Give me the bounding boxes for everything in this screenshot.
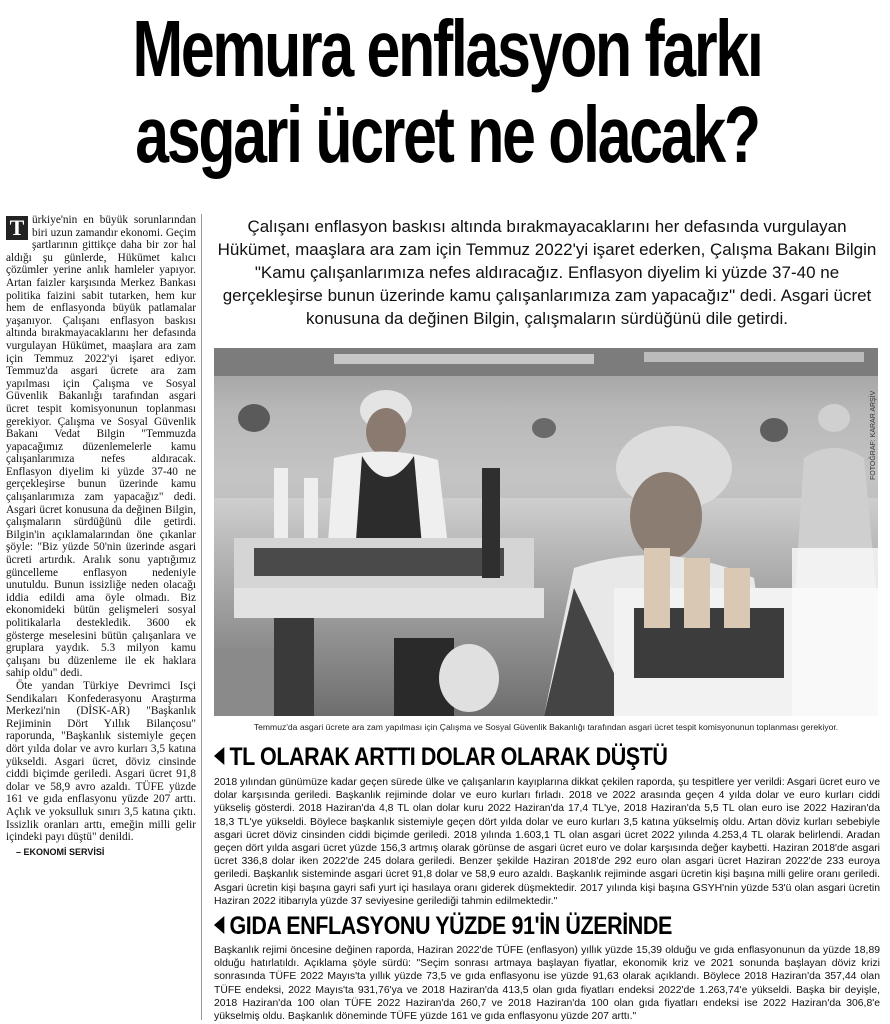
headline — [126, 6, 769, 178]
section-2-title-text: GIDA ENFLASYONU YÜZDE 91'İN ÜZERİNDE — [229, 912, 672, 940]
photo-illustration — [214, 348, 878, 716]
lede-paragraph: Çalışanı enflasyon baskısı altında bırakmayacaklarını her defasında vurgulayan Hükümet, maaşlara ara zam için Temmuz 2022'yi işaret ederken, Çalışma Bakanı Bilgin "Kamu çalışanlarımıza nefes aldıracağız. Enflasyon diyelim ki yüzde 37-40 ne gerçekleşirse bunun üzerinde kamu çalışanlarımıza zam yapacağız" dedi. Asgari ücret konusuna da değinen Bilgin, çalışmaların sürdüğünü dile getirdi. — [217, 217, 877, 328]
section-2-body: Başkanlık rejimi öncesine değinen raporda, Haziran 2022'de TÜFE (enflasyon) yıllık yüzde 15,39 olduğu ve gıda enflasyonunun da yüzde 18,89 olduğu hatırlatıldı. Açıklama şöyle sürdü: "Seçim sonrası artmaya başlayan fiyatlar, ekonomik kriz ve 2021 sonunda başlayan döviz krizi sonrasında TÜFE 2022 Mayıs'ta yıllık yüzde 73,5 ve gıda enflasyonu ise yüzde 91,63 olarak açıklandı. Böylece 2018 Haziran'da 357,44 olan TÜFE endeksi, 2022 Mayıs'ta 931,76'ya ve 2018 Haziran'da 413,5 olan gıda fiyatları endeksi 2022'de 1.263,74'e yükseldi. Başka bir deyişle, 2018 Haziran'da 100 olan TÜFE 2022 Haziran'da 260,7 ve 2018 Haziran'da 100 olan gıda fiyatları endeksi ise 2022 Haziran'da 306,8'e yükselmiş oldu. Başkanlık döneminde TÜFE yüzde 161 ve gıda enflasyonu yüzde 207 arttı." — [214, 945, 880, 1023]
left-column — [6, 214, 196, 1020]
factory-workers-photo — [214, 348, 878, 716]
left-column-paragraph-2: Öte yandan Türkiye Devrimci Isçi Sendikaları Konfederasyonu Araştırma Merkezi'nin (DİSK-AR) "Başkanlık Rejiminin Dört Yıllık Bilançosu" raporunda, "Başkanlık sistemiyle geçen dört yılda dolar ve avro kurları 3,5 katına yükseldi. Asgari ücret, döviz cinsinde ciddi biçimde geriledi. Asgari ücret 91,8 dolar ve 58,9 avro azaldı. TÜFE yüzde 161 ve gıda enflasyonu yüzde 207 arttı. Açlık ve yoksulluk sınırı 3,5 katına çıktı. Issizlik oranları arttı, emeğin milli gelir içindeki payı düştü" denildi. — [6, 679, 196, 844]
triangle-bullet-icon — [214, 916, 224, 934]
headline-line-1: Memura enflasyon farkı — [132, 4, 762, 93]
section-2-title — [214, 911, 787, 941]
byline: – EKONOMİ SERVİSİ — [16, 846, 105, 857]
section-1-title-text: TL OLARAK ARTTI DOLAR OLARAK DÜŞTÜ — [229, 743, 668, 771]
headline-line-2: asgari ücret ne olacak? — [135, 90, 759, 179]
section-1-body: 2018 yılından günümüze kadar geçen sürede ülke ve çalışanların kayıplarına dikkat çekilen raporda, şu tespitlere yer verildi: Asgari ücret euro ve dolar karşısında geriledi. Başkanlık rejiminde dolar ve euro kurları fırladı. 2018 ve 2022 arasında geçen 4 yılda dolar ve euro kurları ciddi yükseliş gösterdi. 2018 Haziran'da 4,8 TL olan dolar kuru 2022 Haziran'da 17,4 TL'ye, 2018 Haziran'da 5,5 TL olan euro ise 2022 Haziran'da 18,3 TL'ye yükseldi. Böylece başkanlık sistemiyle geçen dört yılda dolar ve euro kurları 3,5 katına yükselmiş oldu. Artan döviz kurları sebebiyle asgari ücret döviz cinsinden ciddi biçimde geriledi. 2018 yılında 1.603,1 TL olan asgari ücret 2022 yılında 4.253,4 TL olarak belirlendi. Aradan geçen dört yılda asgari ücret yüzde 156,3 artmış olarak görünse de asgari ücret euro ve dolar karşısında değer kaybetti. Haziran 2018'de asgari ücret 336,8 dolar iken 2022'de 245 dolara geriledi. Benzer şekilde Haziran 2018'de 292 euro olan asgari ücret Haziran 2022'de 233 euroya geriledi. Başkanlık sisteminde asgari ücret 91,8 dolar ve 58,9 euro azaldı. Başkanlık rejiminde asgari ücretin kişi başına milli gelire oranı geriledi. Asgari ücretin kişi başına gayri safi yurt içi hasılaya oranı giderek düşmektedir. 2017 yılında kişi başına GSYH'nin yüzde 53'ü olan asgari ücretin Haziran 2022 itibarıyla yüzde 37 seviyesine gerilediği tahmin edilmektedir." — [214, 777, 880, 907]
left-column-paragraph-1 — [6, 214, 196, 680]
section-1-title — [214, 742, 787, 772]
triangle-bullet-icon — [214, 747, 224, 765]
left-column-paragraph-1-text: ürkiye'nin en büyük sorunlarından biri uzun zamandır ekonomi. Geçim şartlarının gittikçe daha bir zor hal aldığı şu günlerde, Hükümet kalıcı çözümler yerine anlık hamleler yapıyor. Artan faizler karşısında Merkez Bankası politika faizini sabit tutarken, hem kur hem de enflasyonda büyük patlamalar yaşanıyor. Çalışanı enflasyon baskısı altında bırakmayacaklarını her defasında vurgulayan Hükümet, maaşlara ara zam için Temmuz 2022'yi işaret ediyor. Temmuz'da asgari ücrete ara zam yapılması için Çalışma ve Sosyal Güvenlik Bakanlığı tarafından asgari ücret tespit komisyonunun toplanması gerekiyor. Çalışma ve Sosyal Güvenlik Bakanı Vedat Bilgin "Temmuzda yapacağımız düzenlemelerle kamu çalışanlarımıza nefes aldıracak. Enflasyon diyelim ki yüzde 37-40 ne gerçekleşirse bunun üzerinde kamu çalışanlarımıza zam yapacağız" dedi. Asgari ücret konusuna da değinen Bilgin, çalışmaların sürdüğünü dile getirdi. Bilgin'in açıklamalarından öne çıkanlar şöyle: "Biz yüzde 50'nin üzerinde asgari ücreti artırdık. Aralık sonu yaptığımız güncelleme enflasyon nedeniyle unutuldu. Bunun issizliğe neden olacağı iddia edildi ama öyle olmadı. Biz ekonomideki bütün gelişmeleri sosyal politikalarla destekledik. 3600 ek gösterge meselesini bütün çalışanlara ve gruplara yaydık. 5.3 milyon kamu çalışanı bu düzenleme ile ek haklara sahip oldu" dedi. — [6, 214, 196, 680]
drop-cap: T — [6, 216, 28, 240]
photo-caption: Temmuz'da asgari ücrete ara zam yapılması için Çalışma ve Sosyal Güvenlik Bakanlığı tarafından asgari ücret tespit komisyonunun toplanması gerekiyor. — [253, 722, 839, 732]
photo-credit: FOTOĞRAF: KARAR ARŞİV — [870, 390, 877, 480]
column-divider — [201, 214, 202, 1020]
